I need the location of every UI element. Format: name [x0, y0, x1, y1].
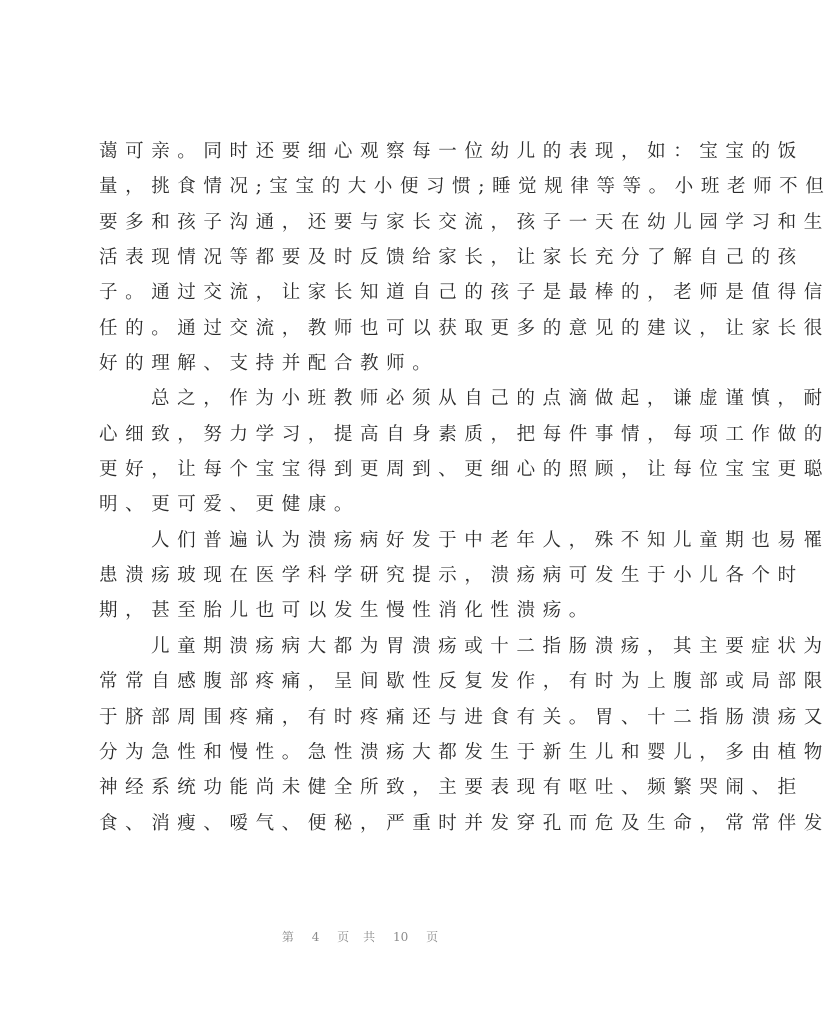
- text-line: 活表现情况等都要及时反馈给家长，让家长充分了解自己的孩: [99, 247, 804, 269]
- footer-prefix: 第: [281, 930, 294, 944]
- text-line: 子。通过交流，让家长知道自己的孩子是最棒的，老师是值得信: [99, 282, 830, 304]
- text-line: 心细致，努力学习，提高自身素质，把每件事情，每项工作做的: [99, 423, 830, 445]
- text-line: 分为急性和慢性。急性溃疡大都发生于新生儿和婴儿，多由植物: [99, 741, 830, 763]
- text-line: 要多和孩子沟通，还要与家长交流，孩子一天在幼儿园学习和生: [99, 211, 830, 233]
- text-line: 于脐部周围疼痛，有时疼痛还与进食有关。胃、十二指肠溃疡又: [99, 706, 830, 728]
- body-text: [99, 134, 831, 841]
- page-footer: [0, 928, 720, 945]
- text-line: 期，甚至胎儿也可以发生慢性消化性溃疡。: [99, 600, 595, 622]
- text-line: 神经系统功能尚未健全所致，主要表现有呕吐、频繁哭闹、拒: [99, 777, 804, 799]
- total-pages-number: 10: [393, 930, 409, 944]
- footer-suffix: 页: [426, 930, 439, 944]
- footer-total-label: 共: [363, 930, 376, 944]
- text-line: 患溃疡玻现在医学科学研究提示，溃疡病可发生于小儿各个时: [99, 565, 804, 587]
- paragraph-start-line: 儿童期溃疡病大都为胃溃疡或十二指肠溃疡，其主要症状为: [151, 635, 830, 657]
- paragraph-start-line: 总之，作为小班教师必须从自己的点滴做起，谦虚谨慎，耐: [151, 388, 830, 410]
- text-line: 明、更可爱、更健康。: [99, 494, 361, 516]
- footer-page-label: 页: [337, 930, 350, 944]
- text-line: 量，挑食情况;宝宝的大小便习惯;睡觉规律等等。小班老师不但: [99, 176, 831, 198]
- text-line: 常常自感腹部疼痛，呈间歇性反复发作，有时为上腹部或局部限: [99, 671, 830, 693]
- text-line: 食、消瘦、嗳气、便秘，严重时并发穿孔而危及生命，常常伴发: [99, 812, 830, 834]
- text-line: 蔼可亲。同时还要细心观察每一位幼儿的表现，如：宝宝的饭: [99, 141, 804, 162]
- paragraph-start-line: 人们普遍认为溃疡病好发于中老年人，殊不知儿童期也易罹: [151, 529, 830, 551]
- text-line: 更好，让每个宝宝得到更周到、更细心的照顾，让每位宝宝更聪: [99, 459, 830, 481]
- text-line: 好的理解、支持并配合教师。: [99, 353, 439, 375]
- current-page-number: 4: [311, 930, 320, 944]
- text-line: 任的。通过交流，教师也可以获取更多的意见的建议，让家长很: [99, 317, 830, 339]
